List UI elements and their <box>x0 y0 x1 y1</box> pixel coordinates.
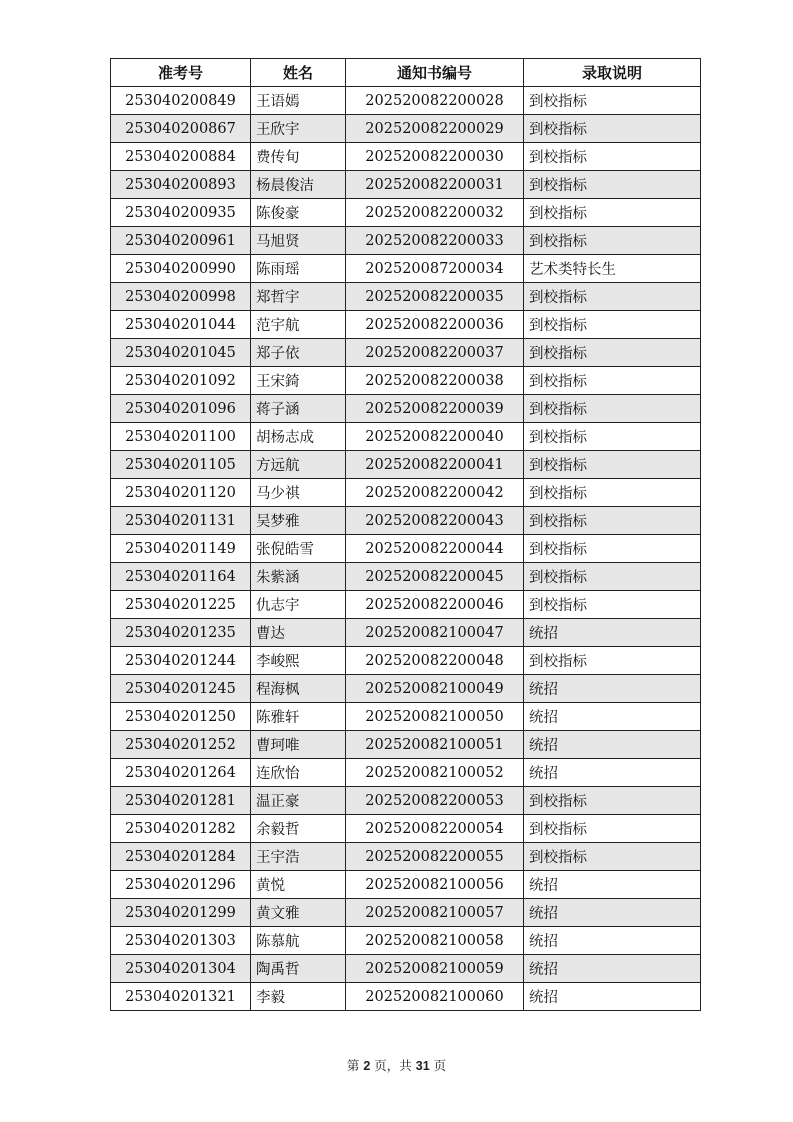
student-name-cell: 陈雅轩 <box>251 703 346 731</box>
notice-number-cell: 202520082100047 <box>346 619 524 647</box>
student-name-cell: 杨晨俊洁 <box>251 171 346 199</box>
student-name-cell: 仇志宇 <box>251 591 346 619</box>
student-name-cell: 郑哲宇 <box>251 283 346 311</box>
notice-number-cell: 202520082200041 <box>346 451 524 479</box>
table-row <box>111 843 701 871</box>
student-name-cell: 王欣宇 <box>251 115 346 143</box>
student-name-cell: 王宇浩 <box>251 843 346 871</box>
admission-note-cell: 到校指标 <box>524 87 701 115</box>
exam-number-cell: 253040200998 <box>111 283 251 311</box>
exam-number-cell: 253040201281 <box>111 787 251 815</box>
exam-number-cell: 253040201282 <box>111 815 251 843</box>
admission-note-cell: 统招 <box>524 759 701 787</box>
exam-number-cell: 253040201264 <box>111 759 251 787</box>
admission-note-cell: 到校指标 <box>524 843 701 871</box>
table-row <box>111 647 701 675</box>
table-row <box>111 983 701 1011</box>
footer-middle: 页，共 <box>374 1058 412 1073</box>
table-header-row <box>111 59 701 87</box>
table-body <box>111 87 701 1011</box>
admission-note-cell: 统招 <box>524 703 701 731</box>
admission-note-cell: 到校指标 <box>524 283 701 311</box>
page-footer <box>0 1056 793 1074</box>
student-name-cell: 连欣怡 <box>251 759 346 787</box>
exam-number-cell: 253040201303 <box>111 927 251 955</box>
admission-note-cell: 统招 <box>524 899 701 927</box>
table-row <box>111 899 701 927</box>
admission-note-cell: 到校指标 <box>524 339 701 367</box>
student-name-cell: 温正豪 <box>251 787 346 815</box>
table-row <box>111 591 701 619</box>
student-name-cell: 费传旬 <box>251 143 346 171</box>
admission-table-wrapper <box>110 58 700 1011</box>
student-name-cell: 黄悦 <box>251 871 346 899</box>
table-row <box>111 367 701 395</box>
table-row <box>111 815 701 843</box>
student-name-cell: 蒋子涵 <box>251 395 346 423</box>
footer-current-page: 2 <box>363 1059 371 1073</box>
table-row <box>111 479 701 507</box>
admission-table <box>110 58 701 1011</box>
exam-number-cell: 253040201250 <box>111 703 251 731</box>
student-name-cell: 余毅哲 <box>251 815 346 843</box>
admission-note-cell: 到校指标 <box>524 423 701 451</box>
student-name-cell: 马旭贤 <box>251 227 346 255</box>
notice-number-cell: 202520082100058 <box>346 927 524 955</box>
exam-number-cell: 253040201100 <box>111 423 251 451</box>
admission-note-cell: 到校指标 <box>524 451 701 479</box>
notice-number-cell: 202520082100051 <box>346 731 524 759</box>
admission-note-cell: 到校指标 <box>524 115 701 143</box>
notice-number-cell: 202520082100049 <box>346 675 524 703</box>
notice-number-cell: 202520082200029 <box>346 115 524 143</box>
table-row <box>111 227 701 255</box>
table-row <box>111 87 701 115</box>
footer-total-pages: 31 <box>415 1059 430 1073</box>
notice-number-cell: 202520082200032 <box>346 199 524 227</box>
table-row <box>111 731 701 759</box>
table-row <box>111 703 701 731</box>
exam-number-cell: 253040201096 <box>111 395 251 423</box>
table-row <box>111 507 701 535</box>
notice-number-cell: 202520082200048 <box>346 647 524 675</box>
student-name-cell: 曹珂唯 <box>251 731 346 759</box>
student-name-cell: 王宋錡 <box>251 367 346 395</box>
exam-number-cell: 253040201299 <box>111 899 251 927</box>
admission-note-cell: 统招 <box>524 927 701 955</box>
admission-note-cell: 到校指标 <box>524 479 701 507</box>
admission-note-cell: 艺术类特长生 <box>524 255 701 283</box>
student-name-cell: 曹达 <box>251 619 346 647</box>
admission-note-cell: 统招 <box>524 983 701 1011</box>
admission-note-cell: 统招 <box>524 731 701 759</box>
exam-number-cell: 253040201252 <box>111 731 251 759</box>
admission-note-cell: 到校指标 <box>524 591 701 619</box>
admission-note-cell: 到校指标 <box>524 787 701 815</box>
admission-note-cell: 到校指标 <box>524 563 701 591</box>
table-row <box>111 255 701 283</box>
notice-number-cell: 202520082100057 <box>346 899 524 927</box>
student-name-cell: 陈俊豪 <box>251 199 346 227</box>
table-row <box>111 451 701 479</box>
admission-note-cell: 统招 <box>524 675 701 703</box>
notice-number-cell: 202520082200053 <box>346 787 524 815</box>
student-name-cell: 陈慕航 <box>251 927 346 955</box>
student-name-cell: 马少祺 <box>251 479 346 507</box>
notice-number-cell: 202520082200042 <box>346 479 524 507</box>
header-exam-number: 准考号 <box>111 59 251 87</box>
notice-number-cell: 202520087200034 <box>346 255 524 283</box>
table-row <box>111 311 701 339</box>
notice-number-cell: 202520082200040 <box>346 423 524 451</box>
exam-number-cell: 253040201245 <box>111 675 251 703</box>
admission-note-cell: 统招 <box>524 955 701 983</box>
exam-number-cell: 253040201044 <box>111 311 251 339</box>
exam-number-cell: 253040200961 <box>111 227 251 255</box>
notice-number-cell: 202520082100056 <box>346 871 524 899</box>
notice-number-cell: 202520082200043 <box>346 507 524 535</box>
exam-number-cell: 253040201045 <box>111 339 251 367</box>
table-row <box>111 871 701 899</box>
student-name-cell: 陶禹哲 <box>251 955 346 983</box>
student-name-cell: 陈雨瑶 <box>251 255 346 283</box>
table-row <box>111 143 701 171</box>
table-row <box>111 759 701 787</box>
admission-note-cell: 到校指标 <box>524 199 701 227</box>
footer-prefix: 第 <box>346 1058 360 1073</box>
notice-number-cell: 202520082200055 <box>346 843 524 871</box>
student-name-cell: 胡杨志成 <box>251 423 346 451</box>
table-row <box>111 283 701 311</box>
exam-number-cell: 253040201284 <box>111 843 251 871</box>
table-row <box>111 619 701 647</box>
admission-note-cell: 统招 <box>524 871 701 899</box>
table-row <box>111 535 701 563</box>
notice-number-cell: 202520082200036 <box>346 311 524 339</box>
exam-number-cell: 253040201304 <box>111 955 251 983</box>
admission-note-cell: 到校指标 <box>524 143 701 171</box>
header-notice-number: 通知书编号 <box>346 59 524 87</box>
notice-number-cell: 202520082200039 <box>346 395 524 423</box>
exam-number-cell: 253040201244 <box>111 647 251 675</box>
table-row <box>111 787 701 815</box>
student-name-cell: 张倪皓雪 <box>251 535 346 563</box>
admission-note-cell: 到校指标 <box>524 227 701 255</box>
notice-number-cell: 202520082200031 <box>346 171 524 199</box>
student-name-cell: 黄文雅 <box>251 899 346 927</box>
notice-number-cell: 202520082200044 <box>346 535 524 563</box>
admission-note-cell: 到校指标 <box>524 367 701 395</box>
exam-number-cell: 253040201131 <box>111 507 251 535</box>
table-row <box>111 171 701 199</box>
admission-note-cell: 到校指标 <box>524 647 701 675</box>
student-name-cell: 朱紫涵 <box>251 563 346 591</box>
exam-number-cell: 253040201149 <box>111 535 251 563</box>
exam-number-cell: 253040201120 <box>111 479 251 507</box>
notice-number-cell: 202520082200054 <box>346 815 524 843</box>
table-row <box>111 115 701 143</box>
student-name-cell: 李毅 <box>251 983 346 1011</box>
admission-note-cell: 到校指标 <box>524 507 701 535</box>
admission-note-cell: 到校指标 <box>524 535 701 563</box>
exam-number-cell: 253040201296 <box>111 871 251 899</box>
admission-note-cell: 统招 <box>524 619 701 647</box>
table-row <box>111 675 701 703</box>
exam-number-cell: 253040200884 <box>111 143 251 171</box>
exam-number-cell: 253040200935 <box>111 199 251 227</box>
notice-number-cell: 202520082200028 <box>346 87 524 115</box>
notice-number-cell: 202520082100060 <box>346 983 524 1011</box>
student-name-cell: 方远航 <box>251 451 346 479</box>
student-name-cell: 郑子依 <box>251 339 346 367</box>
header-name: 姓名 <box>251 59 346 87</box>
table-row <box>111 423 701 451</box>
notice-number-cell: 202520082200046 <box>346 591 524 619</box>
exam-number-cell: 253040201235 <box>111 619 251 647</box>
notice-number-cell: 202520082200030 <box>346 143 524 171</box>
notice-number-cell: 202520082100052 <box>346 759 524 787</box>
exam-number-cell: 253040200849 <box>111 87 251 115</box>
notice-number-cell: 202520082200033 <box>346 227 524 255</box>
footer-suffix: 页 <box>433 1058 447 1073</box>
exam-number-cell: 253040201092 <box>111 367 251 395</box>
table-row <box>111 199 701 227</box>
header-admission-note: 录取说明 <box>524 59 701 87</box>
student-name-cell: 李峻熙 <box>251 647 346 675</box>
table-row <box>111 955 701 983</box>
student-name-cell: 吴梦雅 <box>251 507 346 535</box>
notice-number-cell: 202520082200038 <box>346 367 524 395</box>
exam-number-cell: 253040201164 <box>111 563 251 591</box>
admission-note-cell: 到校指标 <box>524 395 701 423</box>
notice-number-cell: 202520082200037 <box>346 339 524 367</box>
student-name-cell: 程海枫 <box>251 675 346 703</box>
student-name-cell: 范宇航 <box>251 311 346 339</box>
table-row <box>111 395 701 423</box>
exam-number-cell: 253040201105 <box>111 451 251 479</box>
notice-number-cell: 202520082200035 <box>346 283 524 311</box>
table-row <box>111 927 701 955</box>
admission-note-cell: 到校指标 <box>524 171 701 199</box>
exam-number-cell: 253040201321 <box>111 983 251 1011</box>
notice-number-cell: 202520082100059 <box>346 955 524 983</box>
table-row <box>111 563 701 591</box>
exam-number-cell: 253040200893 <box>111 171 251 199</box>
exam-number-cell: 253040200867 <box>111 115 251 143</box>
notice-number-cell: 202520082100050 <box>346 703 524 731</box>
student-name-cell: 王语嫣 <box>251 87 346 115</box>
exam-number-cell: 253040200990 <box>111 255 251 283</box>
admission-note-cell: 到校指标 <box>524 311 701 339</box>
exam-number-cell: 253040201225 <box>111 591 251 619</box>
notice-number-cell: 202520082200045 <box>346 563 524 591</box>
admission-note-cell: 到校指标 <box>524 815 701 843</box>
table-row <box>111 339 701 367</box>
